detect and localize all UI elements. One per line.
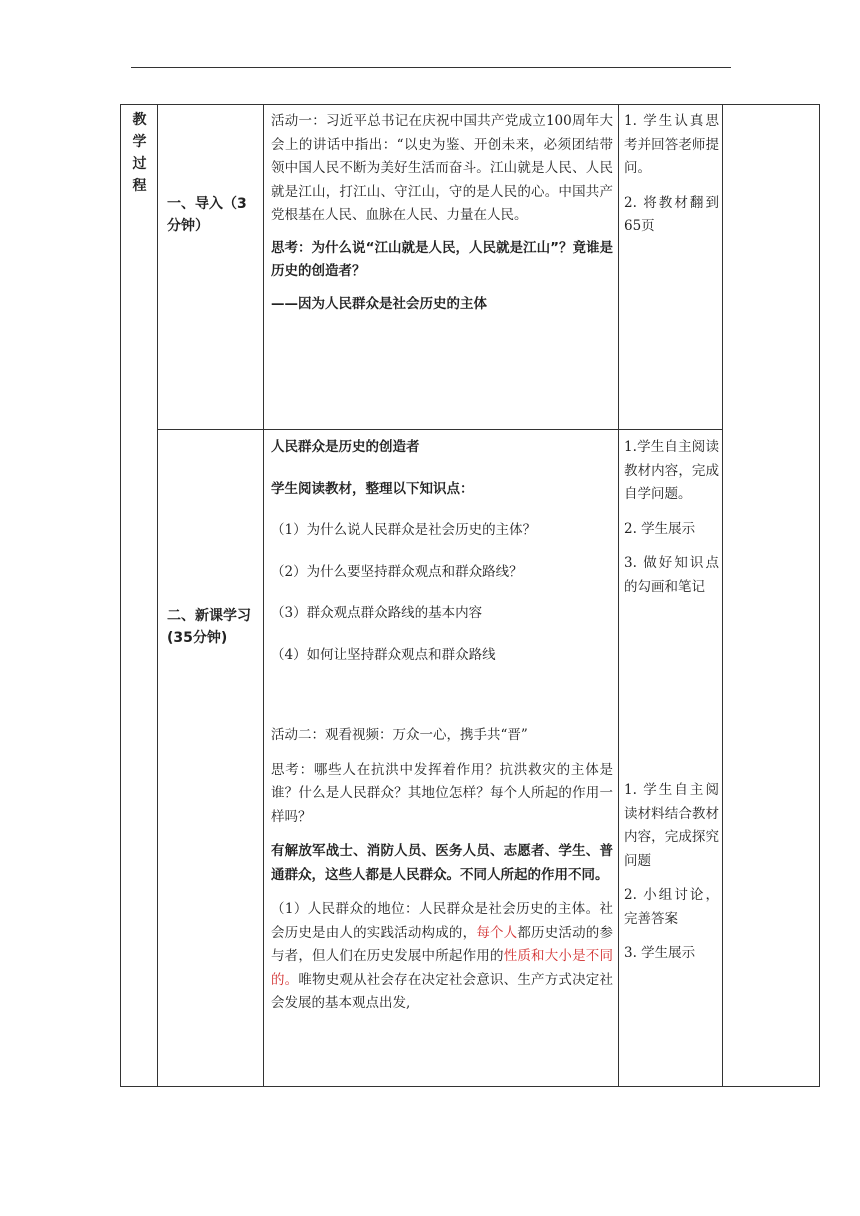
section-header-char: 学 (132, 134, 147, 150)
row1-student-activity (624, 110, 719, 239)
col-divider-2 (263, 105, 264, 1086)
row2-paragraph (271, 898, 613, 1016)
row2-student-activity-b (624, 779, 719, 966)
row2-point: （4）如何让坚持群众观点和群众路线 (271, 646, 496, 663)
row1-answer: ——因为人民群众是社会历史的主体 (271, 295, 487, 312)
row1-student-item: 1. 学生认真思考并回答老师提问。 (624, 113, 719, 176)
row2-student-item: 1. 学生自主阅读材料结合教材内容，完成探究问题 (624, 782, 719, 869)
row2-answer2: 有解放军战士、消防人员、医务人员、志愿者、学生、普通群众，这些人都是人民群众。不同人所起的作用不同。 (271, 843, 613, 883)
para-text: 都历史活动的参与者，但人们在历史发展中所起作用的 (271, 924, 613, 964)
row2-point: （2）为什么要坚持群众观点和群众路线？ (271, 563, 523, 580)
section-header-char: 程 (132, 178, 147, 194)
row1-question: 思考：为什么说“江山就是人民，人民就是江山”？竟谁是历史的创造者？ (271, 239, 613, 279)
col-divider-4 (722, 105, 723, 1086)
section-header-char: 教 (132, 112, 147, 128)
row-divider (157, 429, 722, 430)
row2-instruction: 学生阅读教材，整理以下知识点： (271, 480, 474, 497)
row2-title: 人民群众是历史的创造者 (271, 439, 420, 455)
row2-student-item: 2. 学生展示 (624, 520, 696, 537)
row2-student-item: 2. 小组讨论，完善答案 (624, 887, 719, 927)
row1-content (271, 110, 613, 316)
row1-label: 一、导入（3分钟） (167, 196, 247, 234)
row2-point: （3）群众观点群众路线的基本内容 (271, 605, 483, 621)
row2-content (271, 436, 613, 1016)
row2-label: 二、新课学习(35分钟) (167, 608, 251, 646)
row2-student-activity-a (624, 436, 719, 599)
row2-question2: 思考：哪些人在抗洪中发挥着作用？抗洪救灾的主体是谁？什么是人民群众？其地位怎样？每个人所起的作用一样吗？ (271, 761, 613, 825)
header-rule (131, 67, 731, 68)
para-text: （1）人民群众的地位：人民群众是社会历史的主体。社会历史是由人的实践活动构成的， (271, 901, 613, 941)
row2-student-item: 1.学生自主阅读教材内容，完成自学问题。 (624, 439, 719, 502)
row2-point: （1）为什么说人民群众是社会历史的主体？ (271, 522, 537, 538)
section-header (121, 105, 158, 197)
row1-student-item: 2. 将教材翻到65页 (624, 194, 719, 234)
row1-activity: 活动一：习近平总书记在庆祝中国共产党成立100周年大会上的讲话中指出：“以史为鉴、开创未来，必须团结带领中国人民不断为美好生活而奋斗。江山就是人民、人民就是江山，打江山、守江山，守的是人民的心。中国共产党根基在人民、血脉在人民、力量在人民。 (271, 113, 613, 223)
para-text: 唯物史观从社会存在决定社会意识、生产方式决定社会发展的基本观点出发, (271, 971, 613, 1011)
row2-student-item: 3. 学生展示 (624, 945, 696, 961)
lesson-table (120, 104, 820, 1087)
row2-activity2: 活动二：观看视频：万众一心，携手共“晋” (271, 727, 528, 743)
para-highlight: 每个人 (476, 924, 518, 941)
section-header-char: 过 (132, 156, 147, 172)
row2-student-item: 3. 做好知识点的勾画和笔记 (624, 555, 719, 595)
col-divider-1 (157, 105, 158, 1086)
col-divider-3 (618, 105, 619, 1086)
para-highlight: 性质和大小是不同的。 (271, 948, 613, 988)
